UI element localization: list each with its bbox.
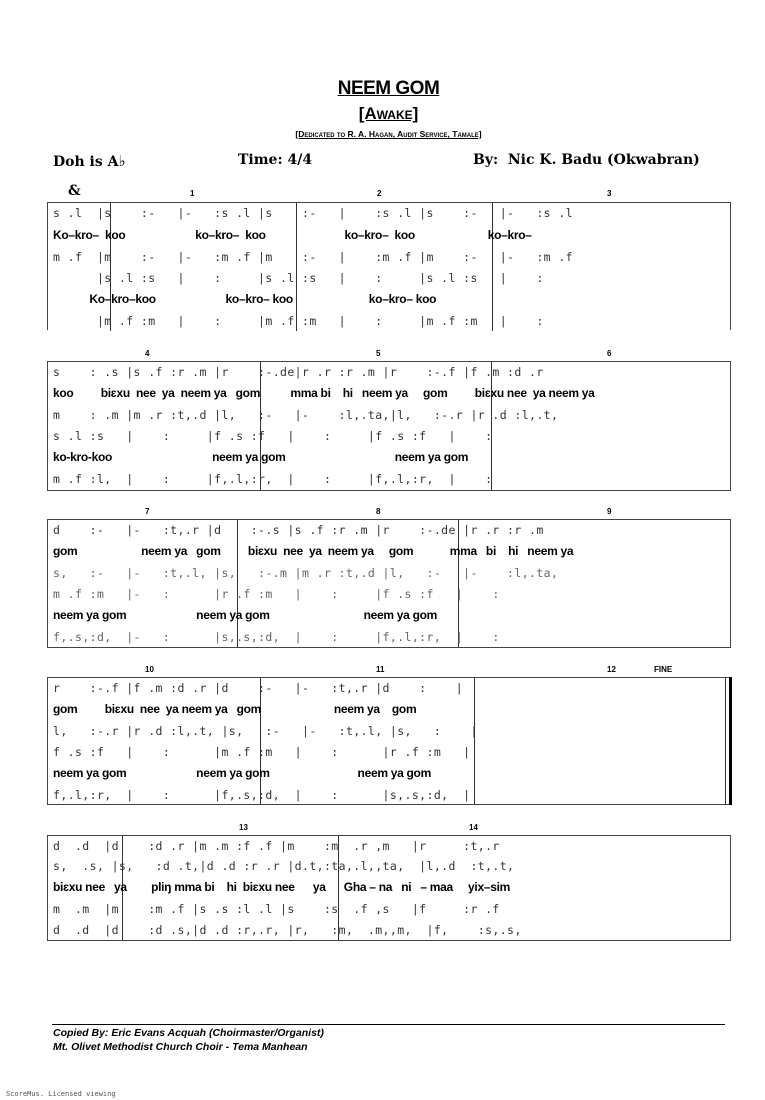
alto-notes: m : .m |m .r :t,.d |l, :- |- :l,.ta,|l, :-.r |r .d :l,.t,: [53, 408, 559, 422]
soprano-notes: s .l |s :- |- :s .l |s :- | :s .l |s :- |- :s .l: [53, 206, 573, 220]
alto-notes: m .f |m :- |- :m .f |m :- | :m .f |m :- |- :m .f: [53, 250, 573, 264]
dedication-line: [Dedicated to R. A. Hagan, Audit Service, Tamale]: [295, 129, 482, 139]
measure-number: 11: [376, 665, 385, 674]
flat-symbol: ♭: [118, 152, 126, 170]
key-label: Doh is A: [53, 154, 119, 170]
soprano-notes: d .d |d :d .r |m .m :f .f |m :m .r ,m |r :t,.r: [53, 839, 500, 853]
measure-number: 13: [239, 823, 248, 832]
lyrics-line: neem ya gom neem ya gom neem ya gom: [53, 608, 438, 622]
copied-by-credit: Copied By: Eric Evans Acquah (Choirmaster/Organist): [53, 1027, 324, 1039]
choir-credit: Mt. Olivet Methodist Church Choir - Tema Manhean: [53, 1041, 308, 1053]
alto-notes: s, :- |- :t,.l, |s, :-.m |m .r :t,.d |l, :- |- :l,.ta,: [53, 566, 559, 580]
measure-number: 5: [376, 349, 381, 358]
bass-notes: |m .f :m | : |m .f :m | : |m .f :m | :: [53, 314, 544, 328]
lyrics-line: ko-kro-koo neem ya gom neem ya gom: [53, 450, 469, 464]
measure-number: 14: [469, 823, 478, 832]
soprano-notes: d :- |- :t,.r |d :-.s |s .f :r .m |r :-.de |r .r :r .m: [53, 523, 544, 537]
fine-marker: FINE: [654, 665, 673, 674]
clef-symbol: &: [68, 183, 81, 199]
tenor-notes: |s .l :s | : |s .l :s | : |s .l :s | :: [53, 271, 544, 285]
time-signature: Time: 4/4: [238, 152, 313, 168]
lyrics-line: neem ya gom neem ya gom neem ya gom: [53, 766, 431, 780]
lyrics-line: gom biɛxu nee ya neem ya gom neem ya gom: [53, 702, 417, 716]
composer-credit: By: Nic K. Badu (Okwabran): [473, 152, 700, 168]
score-system-5: [47, 835, 731, 941]
footer-divider: [52, 1024, 725, 1025]
measure-number: 6: [607, 349, 612, 358]
lyrics-line: Ko–kro– koo ko–kro– koo ko–kro– koo ko–kro–: [53, 228, 532, 242]
song-title: NEEM GOM: [337, 78, 440, 99]
key-signature: [53, 152, 126, 170]
alto-notes: l, :-.r |r .d :l,.t, |s, :- |- :t,.l, |s, : |: [53, 724, 478, 738]
measure-number: 12: [607, 665, 616, 674]
measure-number: 2: [377, 189, 382, 198]
bass-notes: f,.s,:d, |- : |s,.s,:d, | : |f,.l,:r, | :: [53, 630, 500, 644]
bass-notes: f,.l,:r, | : |f,.s,:d, | : |s,.s,:d, |: [53, 788, 471, 802]
score-system-1: [47, 202, 731, 330]
tenor-notes: s .l :s | : |f .s :f | : |f .s :f | :: [53, 429, 493, 443]
measure-number: 3: [607, 189, 612, 198]
bass-notes: m .f :l, | : |f,.l,:r, | : |f,.l,:r, | :: [53, 472, 493, 486]
score-system-3: [47, 519, 731, 648]
lyrics-line: Ko–kro–koo ko–kro– koo ko–kro– koo: [53, 292, 437, 306]
alto-notes: s, .s, |s, :d .t,|d .d :r .r |d.t,:ta,.l,,ta, |l,.d :t,.t,: [53, 859, 515, 873]
tenor-notes: m .f :m |- : |r .f :m | : |f .s :f | :: [53, 587, 500, 601]
measure-number: 1: [190, 189, 195, 198]
measure-number: 8: [376, 507, 381, 516]
tenor-notes: m .m |m :m .f |s .s :l .l |s :s .f ,s |f :r .f: [53, 902, 500, 916]
measure-number: 10: [145, 665, 154, 674]
score-system-4: [47, 677, 731, 805]
license-watermark: ScoreMus. Licensed viewing: [6, 1090, 116, 1098]
lyrics-line: koo biɛxu nee ya neem ya gom mma bi hi neem ya gom biɛxu nee ya neem ya: [53, 386, 595, 400]
soprano-notes: s : .s |s .f :r .m |r :-.de|r .r :r .m |r :-.f |f .m :d .r: [53, 365, 544, 379]
tenor-notes: f .s :f | : |m .f :m | : |r .f :m |: [53, 745, 471, 759]
soprano-notes: r :-.f |f .m :d .r |d :- |- :t,.r |d : |: [53, 681, 464, 695]
lyrics-line: biɛxu nee ya pliŋ mma bi hi biɛxu nee ya Gha – na ni – maa yix–sim: [53, 880, 510, 894]
lyrics-line: gom neem ya gom biɛxu nee ya neem ya gom mma bi hi neem ya: [53, 544, 574, 558]
song-subtitle: [Awake]: [358, 104, 419, 123]
bass-notes: d .d |d :d .s,|d .d :r,.r, |r, :m, .m,,m, |f, :s,.s,: [53, 923, 522, 937]
score-system-2: [47, 361, 731, 491]
measure-number: 7: [145, 507, 150, 516]
measure-number: 4: [145, 349, 150, 358]
measure-number: 9: [607, 507, 612, 516]
